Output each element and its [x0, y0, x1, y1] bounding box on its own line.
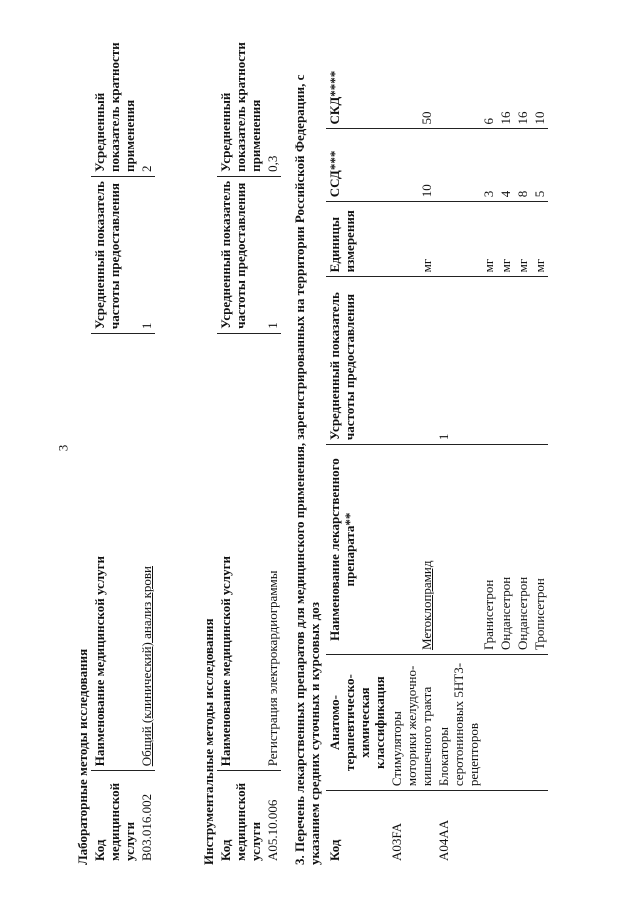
table-row — [497, 25, 514, 865]
group-freq — [388, 277, 435, 445]
drugs-col-ssd: ССД*** — [326, 129, 388, 202]
drugs-table — [326, 25, 548, 865]
drug-ssd: 8 — [514, 129, 531, 202]
drug-name: Ондансетрон — [497, 445, 514, 655]
instr-col-mult: Усредненный показатель кратности применения — [217, 30, 264, 176]
drugs-col-code: Код — [327, 839, 342, 861]
drug-ssd: 3 — [435, 129, 497, 202]
table-row — [435, 25, 497, 865]
group-freq: 1 — [435, 277, 497, 445]
lab-col-freq: Усредненный показатель частоты предоставления — [91, 176, 138, 333]
lab-row-name: Общий (клинический) анализ крови — [138, 334, 155, 771]
drug-unit: мг — [531, 202, 548, 277]
drug-ssd: 5 — [531, 129, 548, 202]
drug-ssd: 4 — [497, 129, 514, 202]
drug-unit: мг — [514, 202, 531, 277]
drug-name: Трописетрон — [531, 445, 548, 655]
drugs-section-title: 3. Перечень лекарственных препаратов для медицинского применения, зарегистрированных на территории Российской Федерации, с указанием средних суточных и курсовых доз — [292, 74, 322, 865]
drug-unit: мг — [388, 202, 435, 277]
drug-skd: 16 — [514, 25, 531, 129]
instr-row-freq: 1 — [264, 176, 281, 333]
instr-row-name: Регистрация электрокардиограммы — [264, 333, 281, 771]
drug-skd: 50 — [388, 25, 435, 129]
drug-unit: мг — [497, 202, 514, 277]
drug-skd: 6 — [435, 25, 497, 129]
instrumental-methods-table — [200, 30, 281, 865]
table-row — [264, 30, 281, 865]
group-atc: Стимуляторы моторики желудочно-кишечного тракта — [388, 655, 435, 791]
drug-name: Ондансетрон — [514, 445, 531, 655]
instr-col-freq: Усредненный показатель частоты предоставления — [217, 176, 264, 333]
instr-row-mult: 0,3 — [264, 30, 281, 176]
group-code: A04AA — [436, 819, 451, 861]
drug-name: Гранисетрон — [435, 445, 497, 655]
drugs-col-atc: Анатомо-терапевтическо-химическая классификация — [326, 655, 388, 791]
instr-section-title: Инструментальные методы исследования — [201, 618, 216, 865]
instr-row-code: A05.10.006 — [265, 799, 280, 861]
lab-methods-table — [74, 30, 155, 865]
page-number: 3 — [55, 444, 71, 452]
lab-row-freq: 1 — [138, 176, 155, 333]
drug-skd: 16 — [497, 25, 514, 129]
drug-unit: мг — [435, 202, 497, 277]
drugs-col-name: Наименование лекарственного препарата** — [326, 445, 388, 655]
drug-ssd: 10 — [388, 129, 435, 202]
table-row — [531, 25, 548, 865]
instr-col-name: Наименование медицинской услуги — [217, 333, 264, 771]
drugs-col-skd: СКД**** — [326, 25, 388, 129]
table-row — [514, 25, 531, 865]
drug-name: Метоклопрамид — [388, 445, 435, 655]
group-code: A03FA — [389, 822, 404, 861]
table-row — [388, 25, 435, 865]
lab-row-mult: 2 — [138, 30, 155, 176]
lab-section-title: Лабораторные методы исследования — [75, 648, 90, 865]
drugs-col-unit: Единицы измерения — [326, 202, 388, 277]
instr-col-code: Код медицинской услуги — [218, 782, 263, 861]
lab-row-code: B03.016.002 — [139, 793, 154, 861]
lab-col-name: Наименование медицинской услуги — [91, 334, 138, 771]
group-atc: Блокаторы серотониновых 5HT3-рецепторов — [435, 655, 497, 791]
lab-col-mult: Усредненный показатель кратности применения — [91, 30, 138, 176]
drug-skd: 10 — [531, 25, 548, 129]
table-row — [138, 30, 155, 865]
lab-col-code: Код медицинской услуги — [92, 782, 137, 861]
drugs-col-freq: Усредненный показатель частоты предоставления — [326, 277, 388, 445]
